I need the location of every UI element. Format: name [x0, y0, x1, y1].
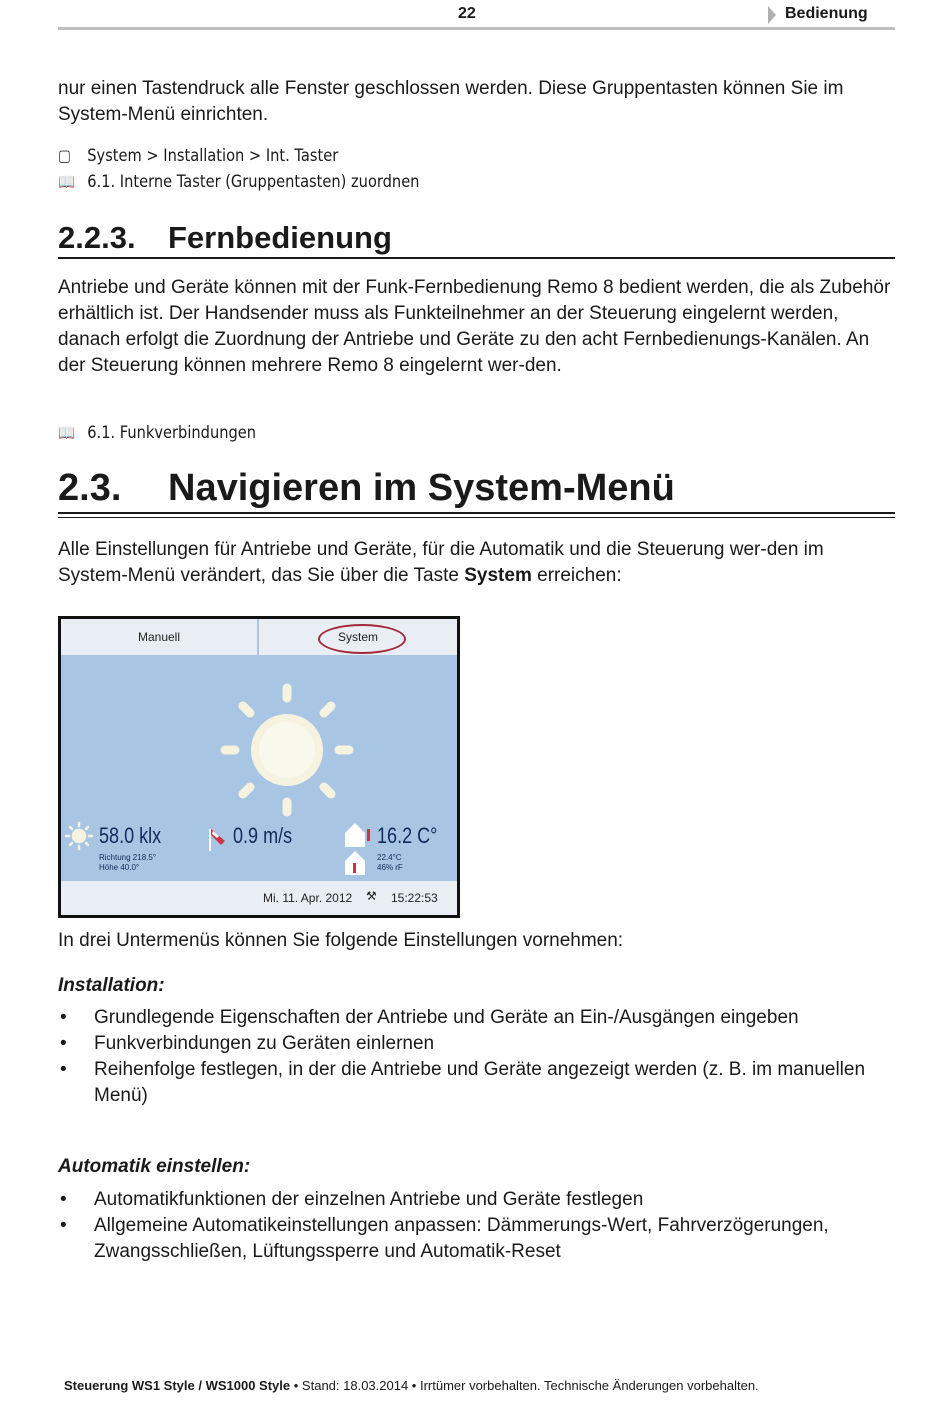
status-time: 15:22:53	[391, 891, 438, 905]
inside-humidity: 46% rF	[377, 863, 403, 872]
section-chevron-icon	[768, 6, 776, 24]
tab-system[interactable]: System	[337, 630, 378, 644]
brightness-value: 58.0 klx	[99, 823, 162, 848]
running-section-title: Bedienung	[785, 5, 868, 22]
section-heading-navigieren	[58, 467, 675, 510]
tab-manual[interactable]: Manuell	[61, 619, 259, 655]
status-date: Mi. 11. Apr. 2012	[263, 891, 353, 905]
list-item-text: Automatikfunktionen der einzelnen Antriebe und Geräte festlegen	[94, 1189, 644, 1210]
section-double-rule-top	[58, 512, 895, 514]
menu-path-icon: ▢	[58, 146, 72, 165]
reference-text: System > Installation > Int. Taster	[87, 146, 339, 166]
reference-manual-link	[58, 171, 419, 193]
device-screen	[58, 616, 460, 918]
automatik-heading: Automatik einstellen:	[58, 1156, 251, 1177]
section-double-rule-bottom	[58, 517, 895, 518]
header-rule	[58, 27, 895, 30]
system-key-label: System	[464, 565, 532, 586]
list-item: • Funkverbindungen zu Geräten einlernen	[60, 1033, 435, 1054]
list-item-text: Grundlegende Eigenschaften der Antriebe und Geräte an Ein-/Ausgängen eingeben	[94, 1007, 799, 1028]
reference-menu-path	[58, 145, 338, 167]
screen-bottom-bar	[61, 881, 457, 915]
paragraph-text: Alle Einstellungen für Antriebe und Geräte, für die Automatik und die Steuerung wer-den im System-Menü verändert, das Sie über die Taste	[58, 539, 824, 586]
reference-funkverbindungen	[58, 422, 256, 444]
reference-text: 6.1. Interne Taster (Gruppentasten) zuordnen	[87, 172, 420, 192]
list-item: • Reihenfolge festlegen, in der die Antriebe und Geräte angezeigt werden (z. B. im manuellen Menü)	[60, 1059, 866, 1106]
sun-direction: Richtung 218.5°	[99, 853, 157, 862]
sun-height: Höhe 40.0°	[99, 863, 140, 872]
inside-temperature: 22.4°C	[377, 853, 402, 862]
outside-temperature-value: 16.2 C°	[377, 823, 438, 848]
list-item: • Grundlegende Eigenschaften der Antriebe und Geräte an Ein-/Ausgängen eingeben	[60, 1007, 799, 1028]
section-title: Fernbedienung	[168, 220, 392, 255]
section-title: Navigieren im System-Menü	[168, 467, 675, 509]
section-number: 2.2.3.	[58, 220, 136, 255]
list-item-text: Funkverbindungen zu Geräten einlernen	[94, 1033, 435, 1054]
intro-paragraph: nur einen Tastendruck alle Fenster geschlossen werden. Diese Gruppentasten können Sie im System-Menü einrichten.	[58, 78, 844, 125]
installation-list	[58, 1005, 898, 1109]
list-item-text: Allgemeine Automatikeinstellungen anpassen: Dämmerungs-Wert, Fahrverzögerungen, Zwangsschließen, Lüftungssperre und Automatik-Reset	[94, 1215, 829, 1262]
installation-heading: Installation:	[58, 975, 165, 996]
reference-text: 6.1. Funkverbindungen	[87, 423, 257, 443]
automatik-list	[58, 1187, 898, 1265]
section-rule	[58, 257, 895, 259]
navigation-paragraph	[58, 537, 898, 589]
wind-speed-value: 0.9 m/s	[233, 823, 293, 848]
list-item: • Allgemeine Automatikeinstellungen anpassen: Dämmerungs-Wert, Fahrverzögerungen, Zwangsschließen, Lüftungssperre und Automatik-Reset	[60, 1215, 829, 1262]
footer-info: • Stand: 18.03.2014 • Irrtümer vorbehalten. Technische Änderungen vorbehalten.	[293, 1378, 759, 1393]
footer-product: Steuerung WS1 Style / WS1000 Style	[64, 1378, 291, 1393]
list-item: • Automatikfunktionen der einzelnen Antriebe und Geräte festlegen	[60, 1189, 644, 1210]
list-item-text: Reihenfolge festlegen, in der die Antriebe und Geräte angezeigt werden (z. B. im manuellen Menü)	[94, 1059, 866, 1106]
section-number: 2.3.	[58, 467, 122, 509]
page-number: 22	[458, 5, 476, 22]
wrench-icon: ⚒	[366, 889, 377, 903]
fernbedienung-paragraph: Antriebe und Geräte können mit der Funk-Fernbedienung Remo 8 bedient werden, die als Zubehör erhältlich ist. Der Handsender muss als Funkteilnehmer an der Steuerung eingelernt werden, danach erfolgt die Zuordnung der Antriebe und Geräte zu den acht Fernbedienungs-Kanälen. An der Steuerung können mehrere Remo 8 eingelernt wer-den.	[58, 277, 891, 376]
submenu-intro: In drei Untermenüs können Sie folgende Einstellungen vornehmen:	[58, 930, 624, 951]
book-icon: 📖	[58, 423, 76, 442]
page-footer	[64, 1378, 759, 1393]
paragraph-text: erreichen:	[537, 565, 622, 586]
section-heading-fernbedienung	[58, 220, 392, 256]
book-icon: 📖	[58, 172, 76, 191]
